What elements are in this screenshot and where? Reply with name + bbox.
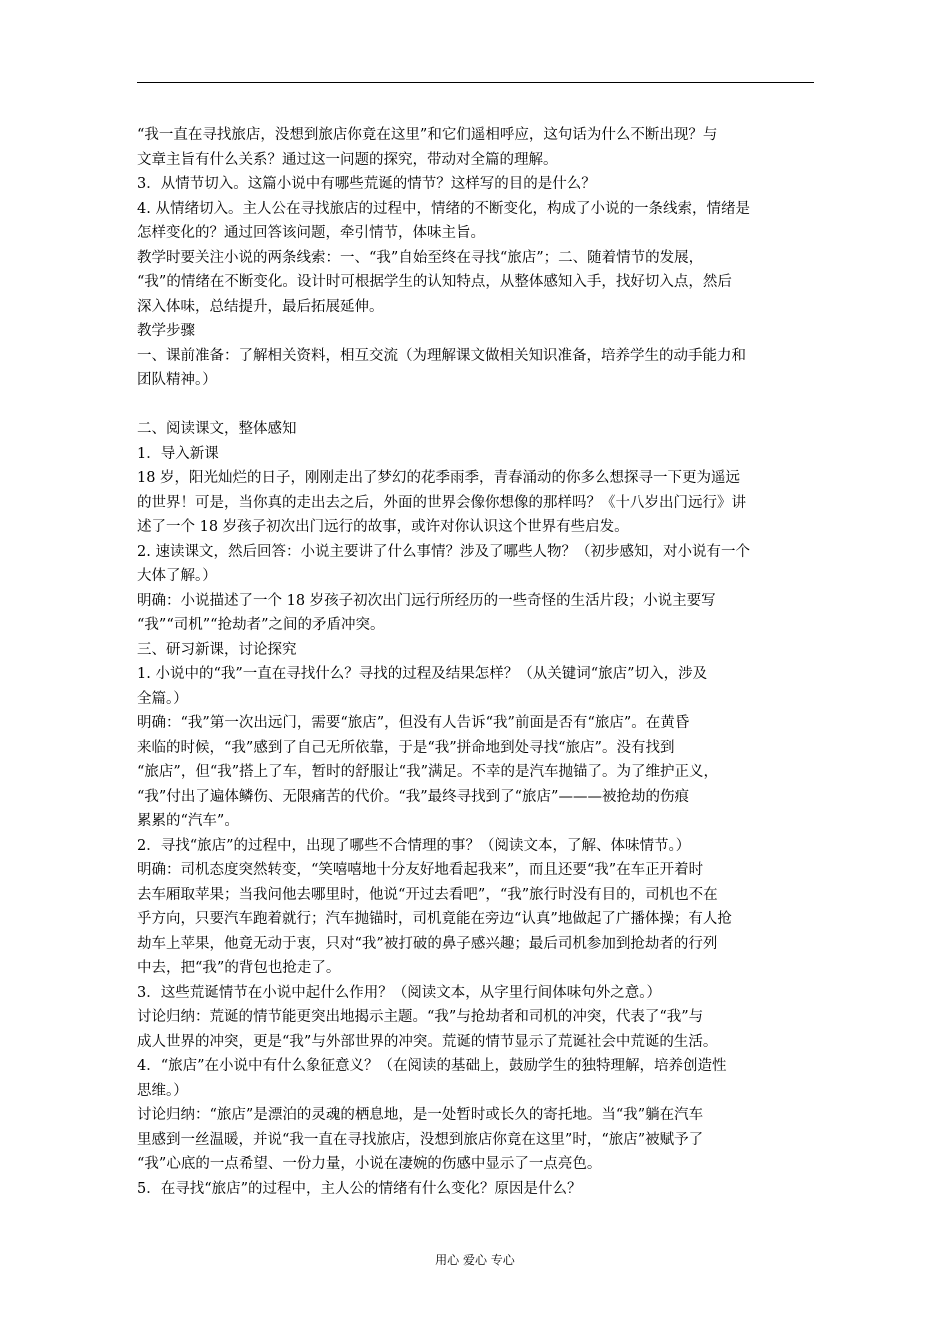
text-line: 述了一个 18 岁孩子初次出门远行的故事，或许对你认识这个世界有些启发。 xyxy=(137,519,629,535)
text-line: 2. 速读课文，然后回答：小说主要讲了什么事情？涉及了哪些人物？（初步感知，对小说有一个 xyxy=(137,543,750,560)
text-line: “我”“司机”“抢劫者”之间的矛盾冲突。 xyxy=(137,617,385,633)
text-line: 里感到一丝温暖，并说“我一直在寻找旅店，没想到旅店你竟在这里”时，“旅店”被赋予了 xyxy=(137,1131,704,1148)
text-line: 来临的时候，“我”感到了自己无所依靠，于是“我”拼命地到处寻找“旅店”。没有找到 xyxy=(137,739,675,756)
text-line: 中去，把“我”的背包也抢走了。 xyxy=(137,960,341,976)
text-line: 3．这些荒诞情节在小说中起什么作用？（阅读文本，从字里行间体味句外之意。） xyxy=(137,984,661,1001)
text-line: “我”付出了遍体鳞伤、无限痛苦的代价。“我”最终寻找到了“旅店”———被抢劫的伤痕 xyxy=(137,788,689,805)
text-line: 劫车上苹果，他竟无动于衷，只对“我”被打破的鼻子感兴趣；最后司机参加到抢劫者的行列 xyxy=(137,935,718,952)
text-line: 1. 小说中的“我”一直在寻找什么？寻找的过程及结果怎样？（从关键词“旅店”切入，涉及 xyxy=(137,666,708,682)
blank-line xyxy=(137,393,817,418)
document-body xyxy=(137,123,817,1201)
text-line: 讨论归纳：荒诞的情节能更突出地揭示主题。“我”与抢劫者和司机的冲突，代表了“我”与 xyxy=(137,1009,704,1025)
text-line: 5．在寻找“旅店”的过程中，主人公的情绪有什么变化？原因是什么？ xyxy=(137,1180,582,1197)
text-line: 怎样变化的？通过回答该问题，牵引情节，体味主旨。 xyxy=(137,225,485,241)
header-rule xyxy=(137,82,814,83)
text-line: 去车厢取苹果；当我问他去哪里时，他说“开过去看吧”，“我”旅行时没有目的，司机也不在 xyxy=(137,886,718,903)
text-line: 二、阅读课文，整体感知 xyxy=(137,421,297,437)
text-line: 3．从情节切入。这篇小说中有哪些荒诞的情节？这样写的目的是什么？ xyxy=(137,176,596,192)
text-line: 深入体味，总结提升，最后拓展延伸。 xyxy=(137,298,384,315)
text-line: 全篇。） xyxy=(137,690,188,707)
text-line: 成人世界的冲突，更是“我”与外部世界的冲突。荒诞的情节显示了荒诞社会中荒诞的生活。 xyxy=(137,1033,718,1050)
page-footer: 用心 爱心 专心 xyxy=(435,1253,515,1267)
text-line: 文章主旨有什么关系？通过这一问题的探究，带动对全篇的理解。 xyxy=(137,151,558,168)
text-line: 一、课前准备：了解相关资料，相互交流（为理解课文做相关知识准备，培养学生的动手能力和 xyxy=(137,347,746,364)
text-line: 4．“旅店”在小说中有什么象征意义？（在阅读的基础上，鼓励学生的独特理解，培养创造性 xyxy=(137,1058,727,1074)
text-line: “旅店”，但“我”搭上了车，暂时的舒服让“我”满足。不幸的是汽车抛锚了。为了维护正义， xyxy=(137,764,718,780)
text-line: “我”心底的一点希望、一份力量，小说在凄婉的伤感中显示了一点亮色。 xyxy=(137,1156,602,1172)
text-line: 18 岁，阳光灿烂的日子，刚刚走出了梦幻的花季雨季，青春涌动的你多么想探寻一下更为遥远 xyxy=(137,470,741,486)
text-line: 4. 从情绪切入。主人公在寻找旅店的过程中，情绪的不断变化，构成了小说的一条线索，情绪是 xyxy=(137,200,750,217)
text-line: 累累的“汽车”。 xyxy=(137,813,239,829)
text-line: 明确：“我”第一次出远门，需要“旅店”，但没有人告诉“我”前面是否有“旅店”。在黄昏 xyxy=(137,715,690,731)
text-line: 明确：司机态度突然转变，“笑嘻嘻地十分友好地看起我来”，而且还要“我”在车正开着时 xyxy=(137,862,704,878)
text-line: 明确：小说描述了一个 18 岁孩子初次出门远行所经历的一些奇怪的生活片段；小说主要写 xyxy=(137,592,716,609)
text-line: 乎方向，只要汽车跑着就行；汽车抛锚时，司机竟能在旁边“认真”地做起了广播体操；有人抢 xyxy=(137,911,732,927)
text-line: “我”的情绪在不断变化。设计时可根据学生的认知特点，从整体感知入手，找好切入点，然后 xyxy=(137,274,732,290)
text-line: 1．导入新课 xyxy=(137,445,219,462)
text-line: 三、研习新课，讨论探究 xyxy=(137,641,297,658)
text-line: 教学步骤 xyxy=(137,323,195,339)
text-line: 教学时要关注小说的两条线索：一、“我”自始至终在寻找“旅店”；二、随着情节的发展， xyxy=(137,249,704,266)
text-line: 大体了解。） xyxy=(137,568,217,584)
text-line: “我一直在寻找旅店，没想到旅店你竟在这里”和它们遥相呼应，这句话为什么不断出现？与 xyxy=(137,127,718,143)
text-line: 思维。） xyxy=(137,1082,188,1099)
text-line: 团队精神。） xyxy=(137,372,217,388)
text-line: 的世界！可是，当你真的走出去之后，外面的世界会像你想像的那样吗？《十八岁出门远行》讲 xyxy=(137,494,746,511)
text-line: 2．寻找“旅店”的过程中，出现了哪些不合情理的事？（阅读文本，了解、体味情节。） xyxy=(137,837,691,854)
text-line: 讨论归纳：“旅店”是漂泊的灵魂的栖息地，是一处暂时或长久的寄托地。当“我”躺在汽车 xyxy=(137,1107,704,1123)
